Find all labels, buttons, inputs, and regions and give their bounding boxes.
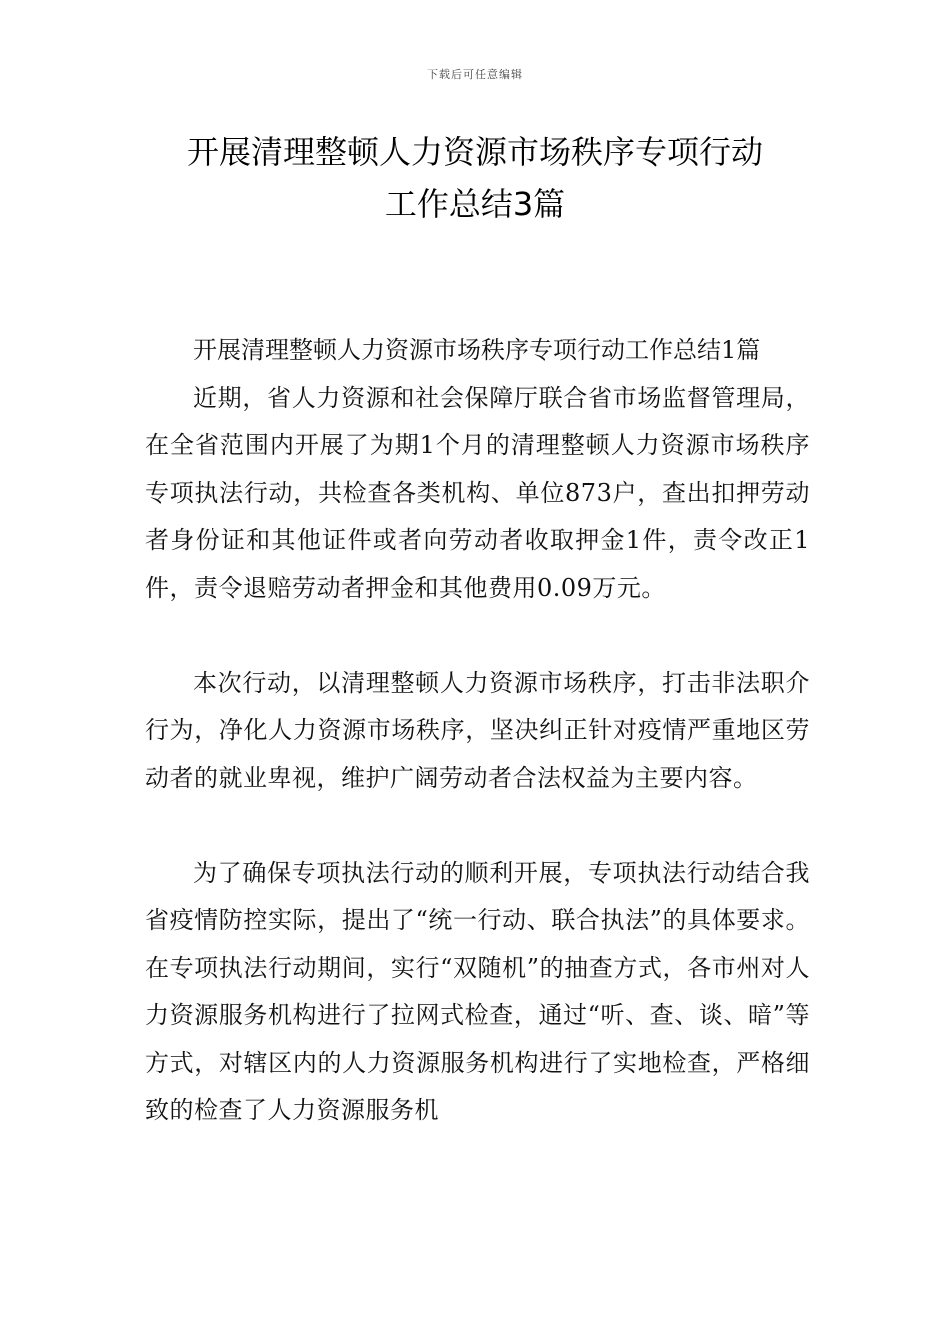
paragraph-1: 近期，省人力资源和社会保障厅联合省市场监督管理局，在全省范围内开展了为期1个月的清理整顿人力资源市场秩序专项执法行动，共检查各类机构、单位873户，查出扣押劳动者身份证和其他证件或者向劳动者收取押金1件，责令改正1件，责令退赔劳动者押金和其他费用0.09万元。 [145, 383, 810, 602]
document-title [120, 126, 830, 230]
title-line-1: 开展清理整顿人力资源市场秩序专项行动 [186, 133, 763, 171]
section-heading: 开展清理整顿人力资源市场秩序专项行动工作总结1篇 [193, 336, 761, 364]
paragraph-3: 为了确保专项执法行动的顺利开展，专项执法行动结合我省疫情防控实际，提出了“统一行动、联合执法”的具体要求。在专项执法行动期间，实行“双随机”的抽查方式，各市州对人力资源服务机构进行了拉网式检查，通过“听、查、谈、暗”等方式，对辖区内的人力资源服务机构进行了实地检查，严格细致的检查了人力资源服务机 [145, 858, 810, 1124]
paragraph-gap [145, 802, 810, 850]
paragraph-gap [145, 612, 810, 660]
header-note: 下载后可任意编辑 [427, 68, 523, 81]
paragraph-2: 本次行动，以清理整顿人力资源市场秩序，打击非法职介行为，净化人力资源市场秩序，坚决纠正针对疫情严重地区劳动者的就业卑视，维护广阔劳动者合法权益为主要内容。 [145, 668, 810, 792]
title-line-2: 工作总结3篇 [384, 185, 566, 223]
document-body [145, 327, 810, 1135]
